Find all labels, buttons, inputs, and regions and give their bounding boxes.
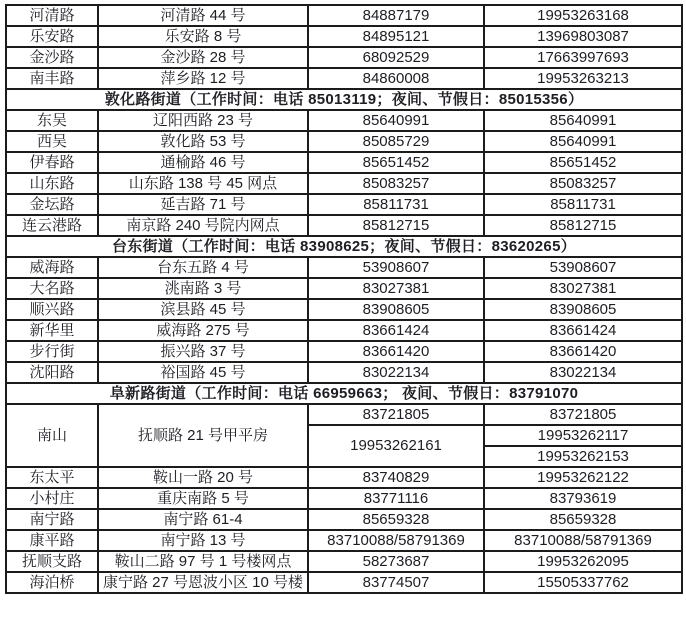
table-row <box>6 509 682 530</box>
address-cell: 鞍山一路 20 号 <box>98 467 308 488</box>
phone-day-cell: 84860008 <box>308 68 484 89</box>
road-cell: 连云港路 <box>6 215 98 236</box>
address-cell: 滨县路 45 号 <box>98 299 308 320</box>
road-cell: 西吴 <box>6 131 98 152</box>
street-office-header: 敦化路街道（工作时间：电话 85013119；夜间、节假日：85015356） <box>6 89 682 110</box>
address-cell: 康宁路 27 号恩波小区 10 号楼 <box>98 572 308 593</box>
phone-night-cell: 85812715 <box>484 215 682 236</box>
address-cell: 金沙路 28 号 <box>98 47 308 68</box>
road-cell: 东太平 <box>6 467 98 488</box>
phone-night-cell: 19953263168 <box>484 5 682 26</box>
address-cell: 威海路 275 号 <box>98 320 308 341</box>
table-row <box>6 383 682 404</box>
address-cell: 乐安路 8 号 <box>98 26 308 47</box>
table-row <box>6 404 682 425</box>
table-row <box>6 68 682 89</box>
phone-night-cell: 85640991 <box>484 110 682 131</box>
road-cell: 山东路 <box>6 173 98 194</box>
road-cell: 步行街 <box>6 341 98 362</box>
address-cell: 通榆路 46 号 <box>98 152 308 173</box>
phone-night-cell: 85659328 <box>484 509 682 530</box>
road-cell: 小村庄 <box>6 488 98 509</box>
phone-day-cell: 85640991 <box>308 110 484 131</box>
phone-day-cell: 85812715 <box>308 215 484 236</box>
road-cell: 抚顺支路 <box>6 551 98 572</box>
phone-day-cell: 68092529 <box>308 47 484 68</box>
phone-night-cell: 83908605 <box>484 299 682 320</box>
phone-night-cell: 13969803087 <box>484 26 682 47</box>
address-cell: 重庆南路 5 号 <box>98 488 308 509</box>
table-row <box>6 131 682 152</box>
phone-night-cell: 85651452 <box>484 152 682 173</box>
road-cell: 南宁路 <box>6 509 98 530</box>
phone-night-cell: 83027381 <box>484 278 682 299</box>
address-cell: 台东五路 4 号 <box>98 257 308 278</box>
road-cell: 伊春路 <box>6 152 98 173</box>
address-cell: 南宁路 61-4 <box>98 509 308 530</box>
address-cell: 萍乡路 12 号 <box>98 68 308 89</box>
phone-day-cell: 83710088/58791369 <box>308 530 484 551</box>
table-row <box>6 47 682 68</box>
phone-night-cell: 17663997693 <box>484 47 682 68</box>
phone-day-cell: 83771116 <box>308 488 484 509</box>
address-cell: 南宁路 13 号 <box>98 530 308 551</box>
phone-night-cell: 19953262153 <box>484 446 682 467</box>
branch-phone-table <box>5 4 683 594</box>
phone-day-cell: 53908607 <box>308 257 484 278</box>
road-cell: 新华里 <box>6 320 98 341</box>
table-row <box>6 257 682 278</box>
table-row <box>6 236 682 257</box>
phone-day-cell: 85811731 <box>308 194 484 215</box>
road-cell: 顺兴路 <box>6 299 98 320</box>
address-cell: 南京路 240 号院内网点 <box>98 215 308 236</box>
table-row <box>6 173 682 194</box>
road-cell: 金沙路 <box>6 47 98 68</box>
branch-phone-table-sheet <box>5 4 683 594</box>
address-cell: 洮南路 3 号 <box>98 278 308 299</box>
phone-day-cell: 85083257 <box>308 173 484 194</box>
phone-day-cell: 85659328 <box>308 509 484 530</box>
phone-day-cell: 83721805 <box>308 404 484 425</box>
street-office-header: 阜新路街道（工作时间：电话 66959663； 夜间、节假日：83791070 <box>6 383 682 404</box>
phone-day-cell: 83022134 <box>308 362 484 383</box>
phone-day-cell: 83661420 <box>308 341 484 362</box>
phone-night-cell: 83661420 <box>484 341 682 362</box>
address-cell: 敦化路 53 号 <box>98 131 308 152</box>
address-cell: 振兴路 37 号 <box>98 341 308 362</box>
phone-night-cell: 85811731 <box>484 194 682 215</box>
road-cell: 沈阳路 <box>6 362 98 383</box>
table-row <box>6 152 682 173</box>
phone-day-cell: 83908605 <box>308 299 484 320</box>
table-row <box>6 299 682 320</box>
road-cell: 大名路 <box>6 278 98 299</box>
phone-day-cell: 83774507 <box>308 572 484 593</box>
road-cell: 海泊桥 <box>6 572 98 593</box>
phone-night-cell: 19953262122 <box>484 467 682 488</box>
road-cell: 乐安路 <box>6 26 98 47</box>
phone-night-cell: 83793619 <box>484 488 682 509</box>
phone-night-cell: 19953262095 <box>484 551 682 572</box>
road-cell: 南丰路 <box>6 68 98 89</box>
table-row <box>6 5 682 26</box>
road-cell: 威海路 <box>6 257 98 278</box>
table-row <box>6 194 682 215</box>
road-cell: 康平路 <box>6 530 98 551</box>
table-row <box>6 362 682 383</box>
address-cell: 辽阳西路 23 号 <box>98 110 308 131</box>
address-cell: 裕国路 45 号 <box>98 362 308 383</box>
phone-night-cell: 83721805 <box>484 404 682 425</box>
phone-night-cell: 19953262117 <box>484 425 682 446</box>
road-cell: 河清路 <box>6 5 98 26</box>
phone-night-cell: 15505337762 <box>484 572 682 593</box>
address-cell: 抚顺路 21 号甲平房 <box>98 404 308 467</box>
phone-day-cell: 83661424 <box>308 320 484 341</box>
address-cell: 山东路 138 号 45 网点 <box>98 173 308 194</box>
table-row <box>6 530 682 551</box>
road-cell: 南山 <box>6 404 98 467</box>
table-row <box>6 89 682 110</box>
table-row <box>6 488 682 509</box>
table-row <box>6 467 682 488</box>
table-row <box>6 341 682 362</box>
phone-day-cell: 83027381 <box>308 278 484 299</box>
address-cell: 鞍山二路 97 号 1 号楼网点 <box>98 551 308 572</box>
phone-night-cell: 85083257 <box>484 173 682 194</box>
table-row <box>6 215 682 236</box>
phone-night-cell: 83661424 <box>484 320 682 341</box>
table-row <box>6 278 682 299</box>
phone-day-cell: 85651452 <box>308 152 484 173</box>
table-row <box>6 320 682 341</box>
table-row <box>6 26 682 47</box>
phone-day-cell: 58273687 <box>308 551 484 572</box>
phone-day-cell: 84895121 <box>308 26 484 47</box>
phone-day-cell: 84887179 <box>308 5 484 26</box>
street-office-header: 台东街道（工作时间：电话 83908625；夜间、节假日：83620265） <box>6 236 682 257</box>
road-cell: 东吴 <box>6 110 98 131</box>
address-cell: 河清路 44 号 <box>98 5 308 26</box>
phone-night-cell: 83710088/58791369 <box>484 530 682 551</box>
phone-night-cell: 83022134 <box>484 362 682 383</box>
phone-night-cell: 85640991 <box>484 131 682 152</box>
phone-night-cell: 19953263213 <box>484 68 682 89</box>
table-row <box>6 110 682 131</box>
phone-night-cell: 53908607 <box>484 257 682 278</box>
road-cell: 金坛路 <box>6 194 98 215</box>
phone-day-cell: 85085729 <box>308 131 484 152</box>
phone-day-cell: 83740829 <box>308 467 484 488</box>
address-cell: 延吉路 71 号 <box>98 194 308 215</box>
table-row <box>6 551 682 572</box>
phone-day-cell: 19953262161 <box>308 425 484 467</box>
table-row <box>6 572 682 593</box>
